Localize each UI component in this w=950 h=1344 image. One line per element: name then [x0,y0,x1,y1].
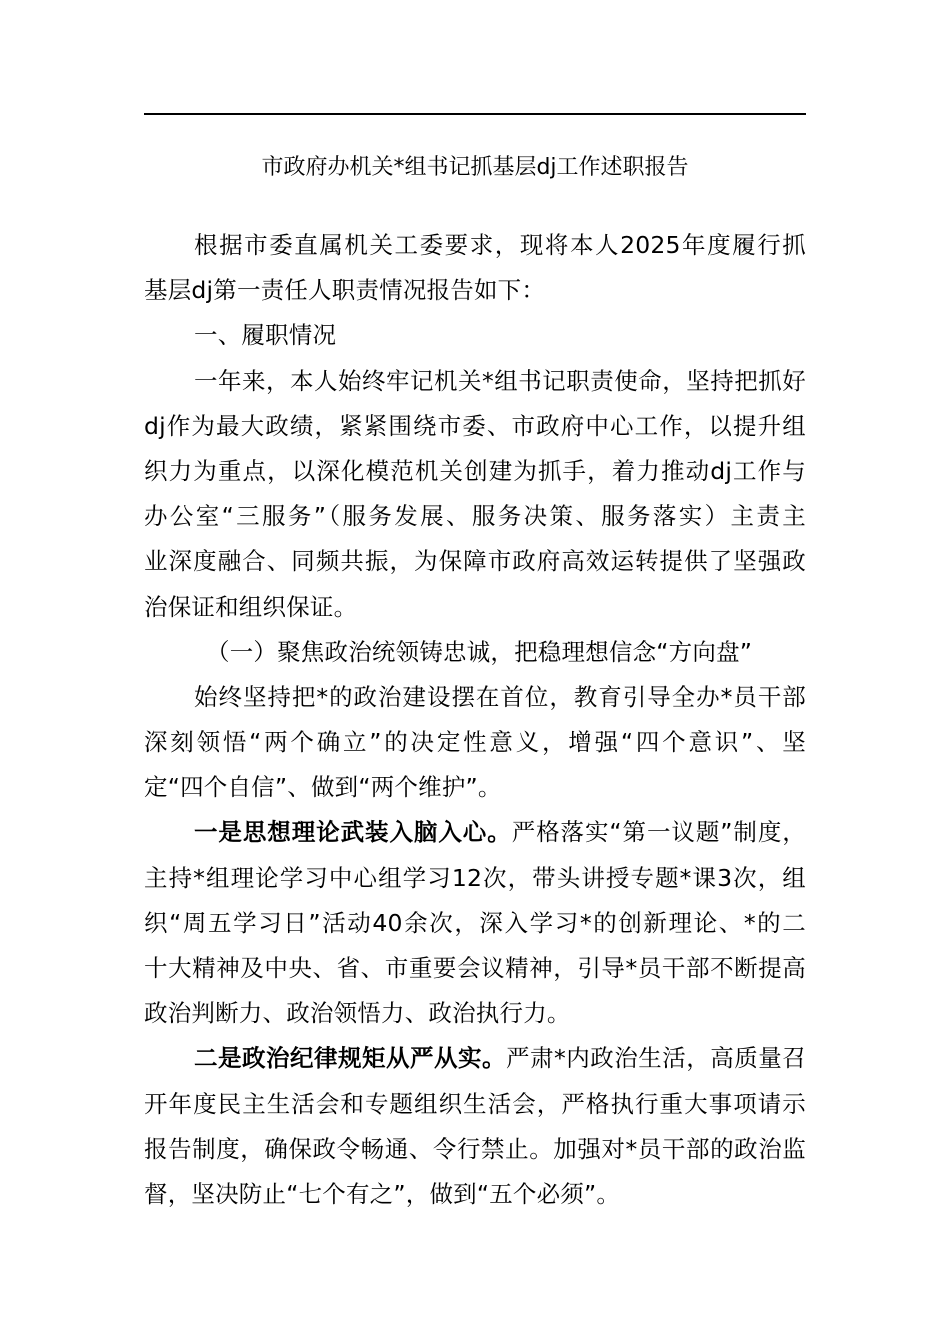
paragraph-point-two-line: 督，坚决防止“七个有之”，做到“五个必须”。 [144,1179,621,1208]
paragraph-overview-line: 办公室“三服务”（服务发展、服务决策、服务落实）主责主 [144,502,806,531]
paragraph-overview-line: dj作为最大政绩，紧紧围绕市委、市政府中心工作，以提升组 [144,411,806,440]
subsection-heading: （一）聚焦政治统领铸忠诚，把稳理想信念“方向盘” [206,637,753,666]
point-two-text: 严肃*内政治生活，高质量召 [506,1044,806,1073]
paragraph-point-one-line: 主持*组理论学习中心组学习12次，带头讲授专题*课3次，组 [144,863,806,892]
paragraph-intro-line: 基层dj第一责任人职责情况报告如下： [144,276,546,305]
section-heading: 一、履职情况 [194,321,337,350]
document-title: 市政府办机关*组书记抓基层dj工作述职报告 [261,155,689,180]
document-body [144,223,806,1217]
paragraph-point-one-line [144,810,806,855]
paragraph-intro-line: 根据市委直属机关工委要求，现将本人2025年度履行抓 [194,231,806,259]
paragraph-point-two-line: 报告制度，确保政令畅通、令行禁止。加强对*员干部的政治监 [144,1134,806,1163]
paragraph-overview-line: 治保证和组织保证。 [144,592,358,621]
paragraph-point-two-line [144,1036,806,1081]
paragraph-overview-line: 织力为重点，以深化模范机关创建为抓手，着力推动dj工作与 [144,456,806,485]
paragraph-point-one-line: 织“周五学习日”活动40余次，深入学习*的创新理论、*的二 [144,908,806,937]
paragraph-overview-line: 一年来，本人始终牢记机关*组书记职责使命，坚持把抓好 [194,366,806,395]
point-one-text: 严格落实“第一议题”制度， [511,818,806,847]
paragraph-overview-line: 业深度融合、同频共振，为保障市政府高效运转提供了坚强政 [144,547,806,576]
paragraph-political-line: 始终坚持把*的政治建设摆在首位，教育引导全办*员干部 [194,682,806,711]
paragraph-point-one-line: 政治判断力、政治领悟力、政治执行力。 [144,999,571,1028]
header-rule [144,113,806,115]
point-one-lead: 一是思想理论武装入脑入心。 [194,818,512,847]
point-two-lead: 二是政治纪律规矩从严从实。 [194,1044,507,1073]
paragraph-point-one-line: 十大精神及中央、省、市重要会议精神，引导*员干部不断提高 [144,954,806,982]
paragraph-political-line: 定“四个自信”、做到“两个维护”。 [144,773,502,802]
paragraph-point-two-line: 开年度民主生活会和专题组织生活会，严格执行重大事项请示 [144,1089,806,1118]
paragraph-political-line: 深刻领悟“两个确立”的决定性意义，增强“四个意识”、坚 [144,728,806,757]
